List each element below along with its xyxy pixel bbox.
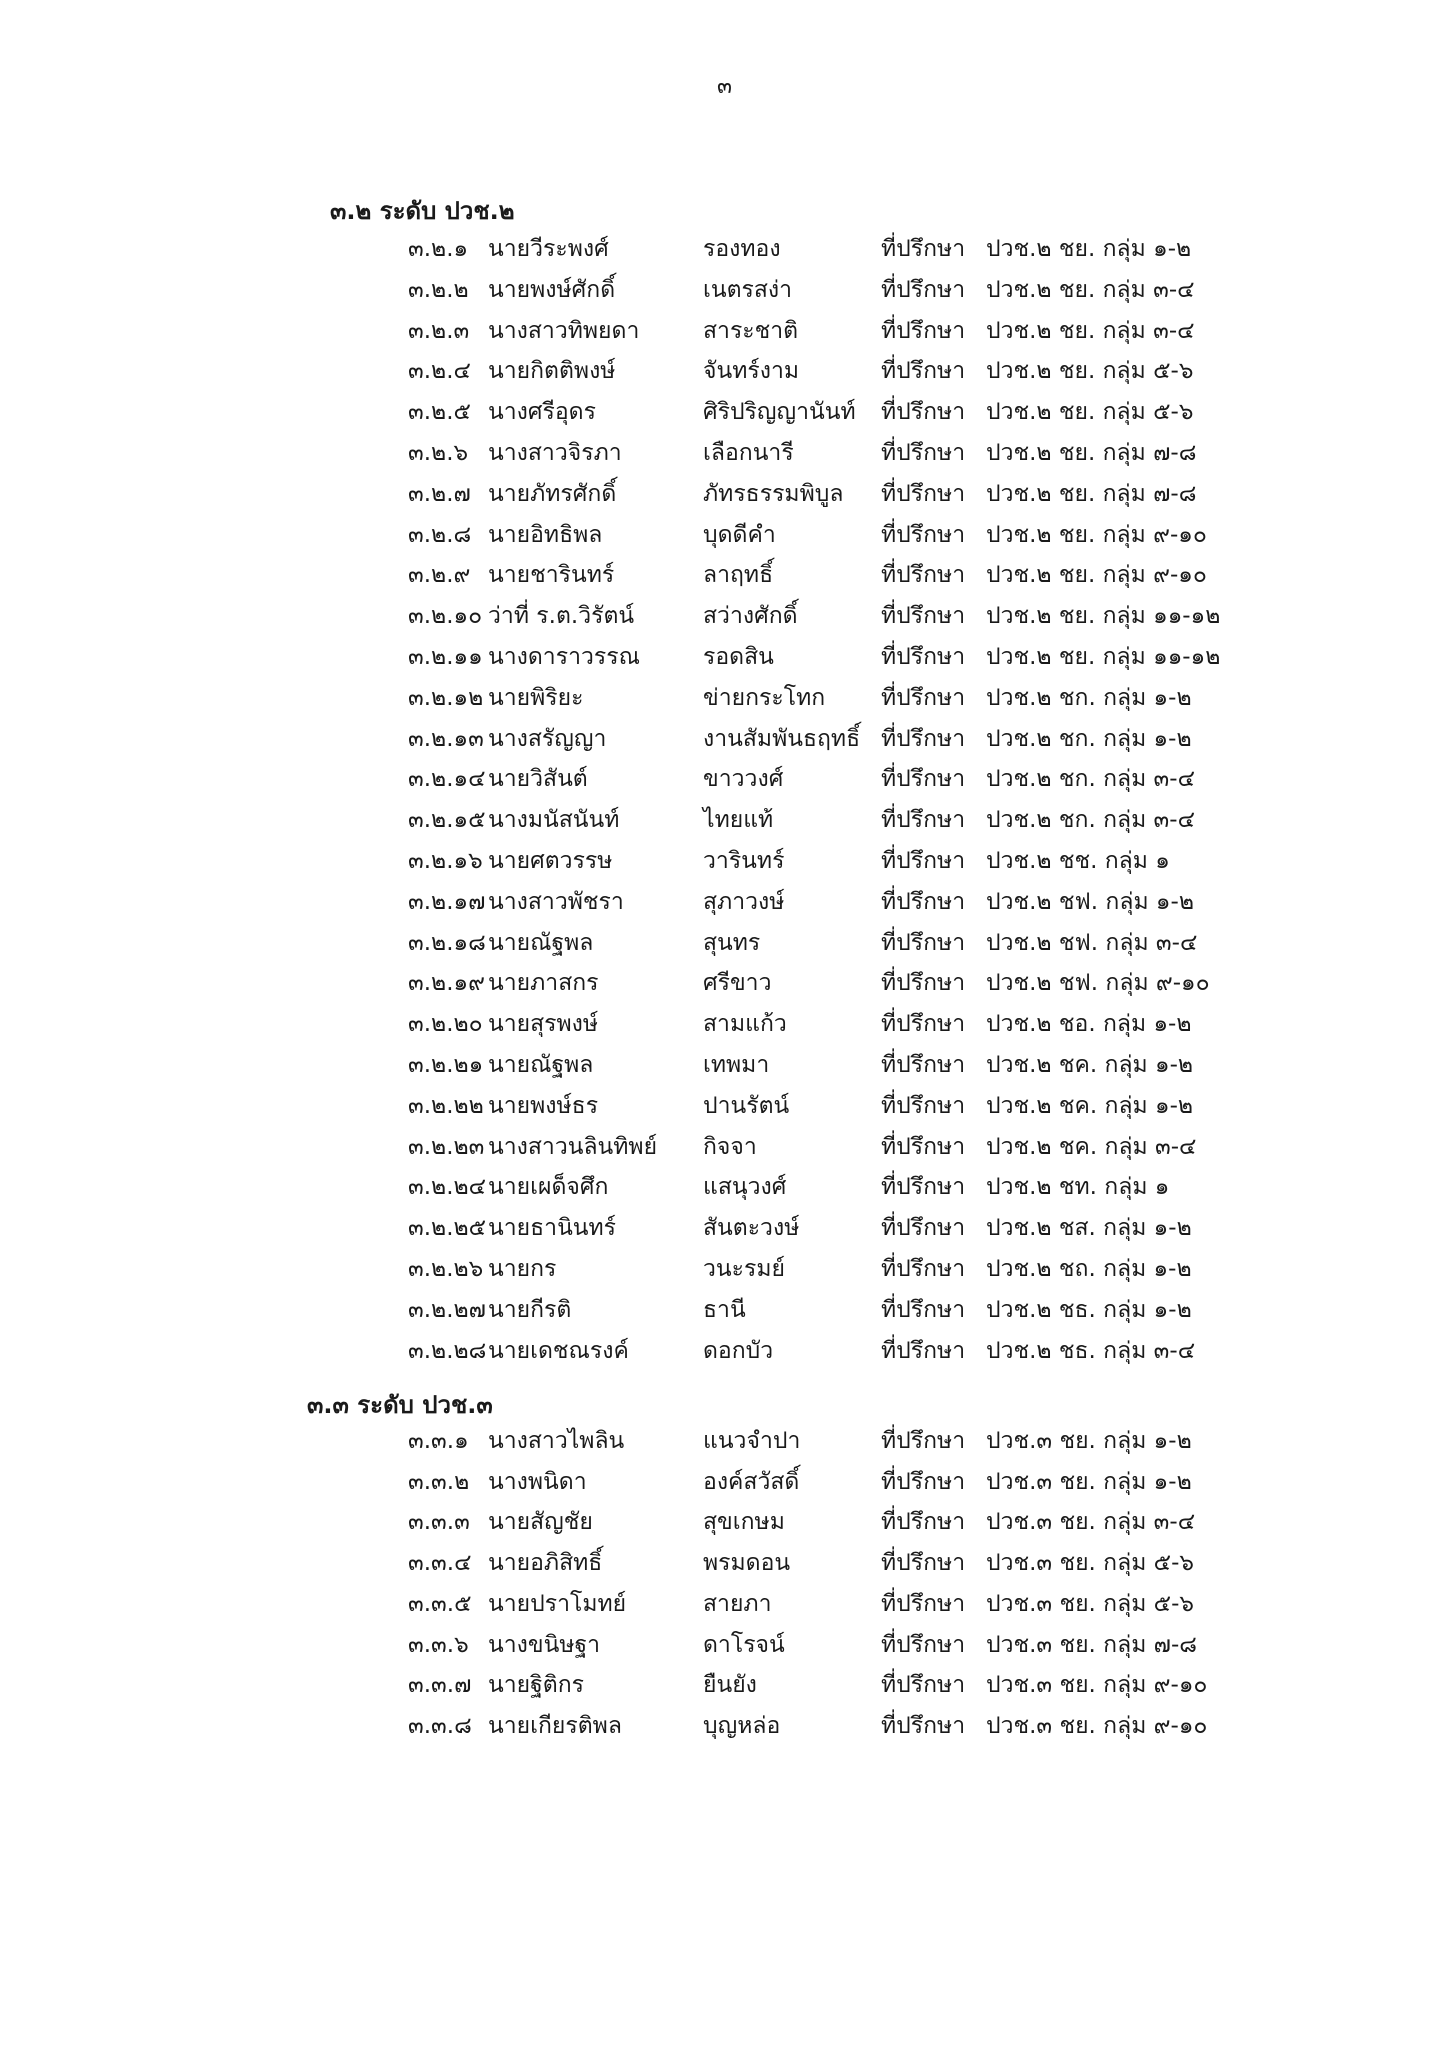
first-name: นายกีรติ [488,1296,572,1323]
list-item [0,1006,1449,1046]
role: ที่ปรึกษา [881,603,966,630]
list-item [0,1047,1449,1087]
last-name: รอดสิน [703,644,774,670]
class-group: ปวช.๒ ชย. กลุ่ม ๕-๖ [986,358,1194,385]
role: ที่ปรึกษา [881,1550,966,1577]
first-name: นางขนิษฐา [488,1631,601,1658]
list-item [0,965,1449,1005]
last-name: เทพมา [703,1052,770,1078]
list-item [0,1464,1449,1504]
item-number: ๓.๒.๒๖ [408,1256,484,1282]
class-group: ปวช.๓ ชย. กลุ่ม ๙-๑๐ [986,1712,1208,1739]
list-item [0,925,1449,965]
last-name: เนตรสง่า [703,276,793,303]
first-name: นางสรัญญา [488,725,607,752]
last-name: บุญหล่อ [703,1712,781,1739]
first-name: นายพิริยะ [488,684,584,711]
first-name: ว่าที่ ร.ต.วิรัตน์ [488,603,635,630]
item-number: ๓.๓.๗ [408,1672,472,1699]
role: ที่ปรึกษา [881,970,966,997]
role: ที่ปรึกษา [881,888,966,915]
list-item [0,517,1449,557]
last-name: พรมดอน [703,1550,791,1577]
last-name: สุนทร [703,929,761,956]
role: ที่ปรึกษา [881,725,966,752]
last-name: สุภาวงษ์ [703,888,785,915]
role: ที่ปรึกษา [881,480,966,507]
list-item [0,761,1449,801]
list-item [0,272,1449,312]
class-group: ปวช.๒ ชธ. กลุ่ม ๓-๔ [986,1337,1196,1364]
item-number: ๓.๒.๑ [408,236,469,262]
role: ที่ปรึกษา [881,1133,966,1160]
item-number: ๓.๒.๑๙ [408,970,485,997]
list-item [0,721,1449,761]
class-group: ปวช.๒ ชย. กลุ่ม ๙-๑๐ [986,521,1207,548]
role: ที่ปรึกษา [881,440,966,466]
class-group: ปวช.๒ ชย. กลุ่ม ๙-๑๐ [986,562,1207,589]
item-number: ๓.๒.๒ [408,276,469,303]
list-item [0,598,1449,638]
class-group: ปวช.๒ ชก. กลุ่ม ๓-๔ [986,766,1195,793]
last-name: วารินทร์ [703,848,785,874]
list-item [0,231,1449,271]
first-name: นายพงษ์ธร [488,1092,599,1119]
item-number: ๓.๒.๕ [408,399,471,426]
last-name: สาระชาติ [703,317,799,344]
class-group: ปวช.๒ ชย. กลุ่ม ๗-๘ [986,440,1197,466]
first-name: นายกร [488,1256,557,1282]
class-group: ปวช.๒ ชย. กลุ่ม ๕-๖ [986,399,1194,426]
role: ที่ปรึกษา [881,1296,966,1323]
list-item [0,1251,1449,1291]
role: ที่ปรึกษา [881,1052,966,1078]
first-name: นางศรีอุดร [488,399,596,426]
first-name: นายเดชณรงค์ [488,1337,629,1364]
class-group: ปวช.๓ ชย. กลุ่ม ๕-๖ [986,1590,1194,1617]
role: ที่ปรึกษา [881,562,966,589]
role: ที่ปรึกษา [881,1092,966,1119]
class-group: ปวช.๒ ชก. กลุ่ม ๑-๒ [986,725,1192,752]
item-number: ๓.๓.๑ [408,1428,469,1454]
item-number: ๓.๓.๕ [408,1590,472,1617]
item-number: ๓.๓.๔ [408,1550,472,1577]
last-name: แนวจำปา [703,1428,801,1454]
role: ที่ปรึกษา [881,317,966,344]
last-name: จันทร์งาม [703,358,800,385]
last-name: ข่ายกระโทก [703,684,826,711]
role: ที่ปรึกษา [881,399,966,426]
last-name: แสนุวงศ์ [703,1174,787,1201]
class-group: ปวช.๒ ชธ. กลุ่ม ๑-๒ [986,1296,1192,1323]
last-name: บุดดีคำ [703,521,776,548]
class-group: ปวช.๓ ชย. กลุ่ม ๕-๖ [986,1550,1194,1577]
list-item [0,884,1449,924]
role: ที่ปรึกษา [881,1174,966,1201]
item-number: ๓.๒.๒๕ [408,1215,487,1242]
class-group: ปวช.๒ ชค. กลุ่ม ๑-๒ [986,1052,1194,1078]
role: ที่ปรึกษา [881,1468,966,1495]
last-name: ขาววงศ์ [703,766,784,793]
item-number: ๓.๒.๑๔ [408,766,486,793]
class-group: ปวช.๓ ชย. กลุ่ม ๓-๔ [986,1509,1196,1536]
last-name: ภัทรธรรมพิบูล [703,480,844,507]
list-item [0,680,1449,720]
role: ที่ปรึกษา [881,1509,966,1536]
first-name: นายอภิสิทธิ์ [488,1550,603,1577]
list-item [0,1545,1449,1585]
item-number: ๓.๒.๒๘ [408,1337,487,1364]
section-heading: ๓.๓ ระดับ ปวช.๓ [307,1391,493,1419]
first-name: นางมนัสนันท์ [488,807,620,834]
item-number: ๓.๒.๒๐ [408,1011,483,1038]
list-item [0,1708,1449,1748]
item-number: ๓.๒.๒๒ [408,1092,484,1119]
item-number: ๓.๒.๒๔ [408,1174,487,1201]
role: ที่ปรึกษา [881,1011,966,1038]
first-name: นางสาวพัชรา [488,888,624,915]
first-name: นายภัทรศักดิ์ [488,480,617,507]
first-name: นายสุรพงษ์ [488,1011,599,1038]
list-item [0,394,1449,434]
list-item [0,1333,1449,1373]
first-name: นายวิสันต์ [488,766,588,793]
item-number: ๓.๒.๓ [408,317,470,344]
first-name: นางสาวนลินทิพย์ [488,1133,658,1160]
last-name: สันตะวงษ์ [703,1215,800,1242]
last-name: ธานี [703,1296,746,1323]
role: ที่ปรึกษา [881,684,966,711]
item-number: ๓.๓.๒ [408,1468,470,1495]
class-group: ปวช.๒ ชย. กลุ่ม ๑๑-๑๒ [986,603,1221,630]
class-group: ปวช.๒ ชก. กลุ่ม ๓-๔ [986,807,1195,834]
last-name: สว่างศักดิ์ [703,603,798,630]
first-name: นางพนิดา [488,1468,587,1495]
role: ที่ปรึกษา [881,358,966,385]
first-name: นายธานินทร์ [488,1215,617,1242]
first-name: นายอิทธิพล [488,521,603,548]
class-group: ปวช.๒ ชฟ. กลุ่ม ๑-๒ [986,888,1194,915]
last-name: ศิริปริญญานันท์ [703,399,856,426]
item-number: ๓.๒.๒๓ [408,1133,485,1160]
last-name: สายภา [703,1590,772,1617]
list-item [0,639,1449,679]
page-number: ๓ [716,74,733,99]
item-number: ๓.๒.๙ [408,562,471,589]
first-name: นายชารินทร์ [488,562,615,589]
first-name: นายปราโมทย์ [488,1590,627,1617]
item-number: ๓.๒.๔ [408,358,471,385]
first-name: นายเกียรติพล [488,1712,622,1739]
first-name: นายกิตติพงษ์ [488,358,616,385]
class-group: ปวช.๓ ชย. กลุ่ม ๑-๒ [986,1468,1192,1495]
role: ที่ปรึกษา [881,766,966,793]
class-group: ปวช.๒ ชอ. กลุ่ม ๑-๒ [986,1011,1192,1038]
role: ที่ปรึกษา [881,1428,966,1454]
list-item [0,1129,1449,1169]
list-item [0,1292,1449,1332]
list-item [0,1504,1449,1544]
last-name: ไทยแท้ [703,807,774,834]
last-name: ดอกบัว [703,1337,774,1364]
class-group: ปวช.๒ ชถ. กลุ่ม ๑-๒ [986,1256,1192,1282]
item-number: ๓.๒.๑๖ [408,848,483,874]
first-name: นายศตวรรษ [488,848,613,874]
list-item [0,1586,1449,1626]
first-name: นางสาวจิรภา [488,440,622,466]
list-item [0,435,1449,475]
class-group: ปวช.๒ ชย. กลุ่ม ๗-๘ [986,480,1197,507]
role: ที่ปรึกษา [881,1712,966,1739]
item-number: ๓.๒.๑๐ [408,603,483,630]
item-number: ๓.๒.๘ [408,521,472,548]
role: ที่ปรึกษา [881,1631,966,1658]
last-name: สุขเกษม [703,1509,785,1536]
last-name: งานสัมพันธฤทธิ์ [703,725,861,752]
role: ที่ปรึกษา [881,236,966,262]
class-group: ปวช.๒ ชก. กลุ่ม ๑-๒ [986,684,1192,711]
first-name: นางสาวทิพยดา [488,317,640,344]
last-name: ดาโรจน์ [703,1631,785,1658]
item-number: ๓.๒.๑๑ [408,644,483,670]
role: ที่ปรึกษา [881,1215,966,1242]
last-name: เลือกนารี [703,440,794,466]
item-number: ๓.๒.๖ [408,440,469,466]
first-name: นางดาราวรรณ [488,644,640,670]
class-group: ปวช.๒ ชส. กลุ่ม ๑-๒ [986,1215,1192,1242]
role: ที่ปรึกษา [881,848,966,874]
last-name: สามแก้ว [703,1011,787,1038]
list-item [0,843,1449,883]
item-number: ๓.๒.๑๕ [408,807,486,834]
item-number: ๓.๒.๒๗ [408,1296,486,1323]
last-name: ปานรัตน์ [703,1092,790,1119]
class-group: ปวช.๓ ชย. กลุ่ม ๙-๑๐ [986,1672,1208,1699]
role: ที่ปรึกษา [881,521,966,548]
class-group: ปวช.๒ ชท. กลุ่ม ๑ [986,1174,1170,1201]
first-name: นายพงษ์ศักดิ์ [488,276,616,303]
item-number: ๓.๓.๖ [408,1631,469,1658]
class-group: ปวช.๒ ชย. กลุ่ม ๓-๔ [986,317,1195,344]
role: ที่ปรึกษา [881,807,966,834]
first-name: นายวีระพงศ์ [488,236,609,262]
role: ที่ปรึกษา [881,1256,966,1282]
class-group: ปวช.๒ ชค. กลุ่ม ๑-๒ [986,1092,1194,1119]
list-item [0,353,1449,393]
list-item [0,1627,1449,1667]
list-item [0,313,1449,353]
role: ที่ปรึกษา [881,1337,966,1364]
list-item [0,1667,1449,1707]
class-group: ปวช.๒ ชช. กลุ่ม ๑ [986,848,1170,874]
list-item [0,1169,1449,1209]
class-group: ปวช.๒ ชฟ. กลุ่ม ๙-๑๐ [986,970,1210,997]
item-number: ๓.๒.๒๑ [408,1052,484,1078]
first-name: นายสัญชัย [488,1509,593,1536]
role: ที่ปรึกษา [881,644,966,670]
last-name: ยืนยัง [703,1672,757,1699]
last-name: ศรีขาว [703,970,772,997]
class-group: ปวช.๒ ชฟ. กลุ่ม ๓-๔ [986,929,1198,956]
first-name: นายภาสกร [488,970,599,997]
last-name: กิจจา [703,1133,757,1160]
first-name: นายเผด็จศึก [488,1174,609,1201]
item-number: ๓.๓.๘ [408,1712,472,1739]
item-number: ๓.๒.๑๓ [408,725,484,752]
list-item [0,1210,1449,1250]
last-name: องค์สวัสดิ์ [703,1468,800,1495]
role: ที่ปรึกษา [881,1672,966,1699]
item-number: ๓.๒.๑๒ [408,684,484,711]
first-name: นายฐิติกร [488,1672,585,1699]
role: ที่ปรึกษา [881,929,966,956]
first-name: นายณัฐพล [488,929,594,956]
list-item [0,1088,1449,1128]
section-heading: ๓.๒ ระดับ ปวช.๒ [330,197,515,225]
list-item [0,802,1449,842]
class-group: ปวช.๓ ชย. กลุ่ม ๑-๒ [986,1428,1192,1454]
list-item [0,476,1449,516]
last-name: วนะรมย์ [703,1256,785,1282]
class-group: ปวช.๒ ชย. กลุ่ม ๑-๒ [986,236,1192,262]
class-group: ปวช.๒ ชย. กลุ่ม ๓-๔ [986,276,1195,303]
first-name: นางสาวไพลิน [488,1428,625,1454]
item-number: ๓.๒.๑๘ [408,929,486,956]
list-item [0,557,1449,597]
class-group: ปวช.๒ ชย. กลุ่ม ๑๑-๑๒ [986,644,1221,670]
class-group: ปวช.๒ ชค. กลุ่ม ๓-๔ [986,1133,1197,1160]
role: ที่ปรึกษา [881,1590,966,1617]
role: ที่ปรึกษา [881,276,966,303]
list-item [0,1423,1449,1463]
item-number: ๓.๒.๗ [408,480,471,507]
last-name: รองทอง [703,236,781,262]
class-group: ปวช.๓ ชย. กลุ่ม ๗-๘ [986,1631,1198,1658]
last-name: ลาฤทธิ์ [703,562,774,589]
item-number: ๓.๒.๑๗ [408,888,486,915]
item-number: ๓.๓.๓ [408,1509,470,1536]
first-name: นายณัฐพล [488,1052,594,1078]
